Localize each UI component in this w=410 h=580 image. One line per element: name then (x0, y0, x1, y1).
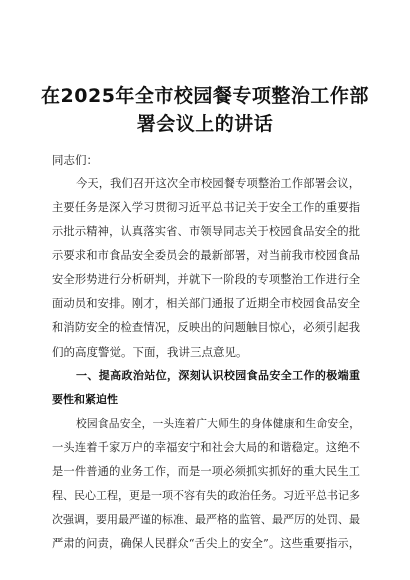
paragraph-2-line: 严肃的问责，确保人民群众“舌尖上的安全”。这些重要指示， (52, 537, 360, 550)
paragraph-2-line: 一头连着千家万户的幸福安宁和社会大局的和谐稳定。这绝不 (52, 441, 360, 454)
section-heading-1: 一、提高政治站位，深刻认识校园食品安全工作的极端重 (76, 369, 360, 382)
document-title-line-2: 署会议上的讲话 (136, 113, 274, 135)
paragraph-1-line: 安全形势进行分析研判，并就下一阶段的专项整治工作进行全 (52, 273, 360, 286)
paragraph-1-line: 主要任务是深入学习贯彻习近平总书记关于安全工作的重要指 (52, 201, 360, 214)
paragraph-1-line: 今天，我们召开这次全市校园餐专项整治工作部署会议， (76, 177, 360, 190)
paragraph-1-line: 示要求和市食品安全委员会的最新部署，对当前我市校园食品 (52, 249, 360, 262)
paragraph-1-line: 面动员和安排。刚才，相关部门通报了近期全市校园食品安全 (52, 297, 360, 310)
paragraph-2-line: 程、民心工程，更是一项不容有失的政治任务。习近平总书记多 (52, 489, 360, 502)
salutation: 同志们： (52, 153, 98, 167)
paragraph-2-line: 校园食品安全，一头连着广大师生的身体健康和生命安全， (76, 417, 360, 430)
section-heading-1-cont: 要性和紧迫性 (52, 393, 118, 406)
paragraph-1-line: 示批示精神，认真落实省、市领导同志关于校园食品安全的批 (52, 225, 360, 238)
document-title-line-1: 在2025年全市校园餐专项整治工作部 (41, 85, 369, 107)
paragraph-2-line: 是一件普通的业务工作，而是一项必须抓实抓好的重大民生工 (52, 465, 360, 478)
paragraph-1-line: 们的高度警觉。下面，我讲三点意见。 (52, 345, 248, 359)
paragraph-2-line: 次强调，要用最严谨的标准、最严格的监管、最严厉的处罚、最 (52, 513, 360, 526)
paragraph-1-line: 和消防安全的检查情况，反映出的问题触目惊心，必须引起我 (52, 321, 360, 334)
